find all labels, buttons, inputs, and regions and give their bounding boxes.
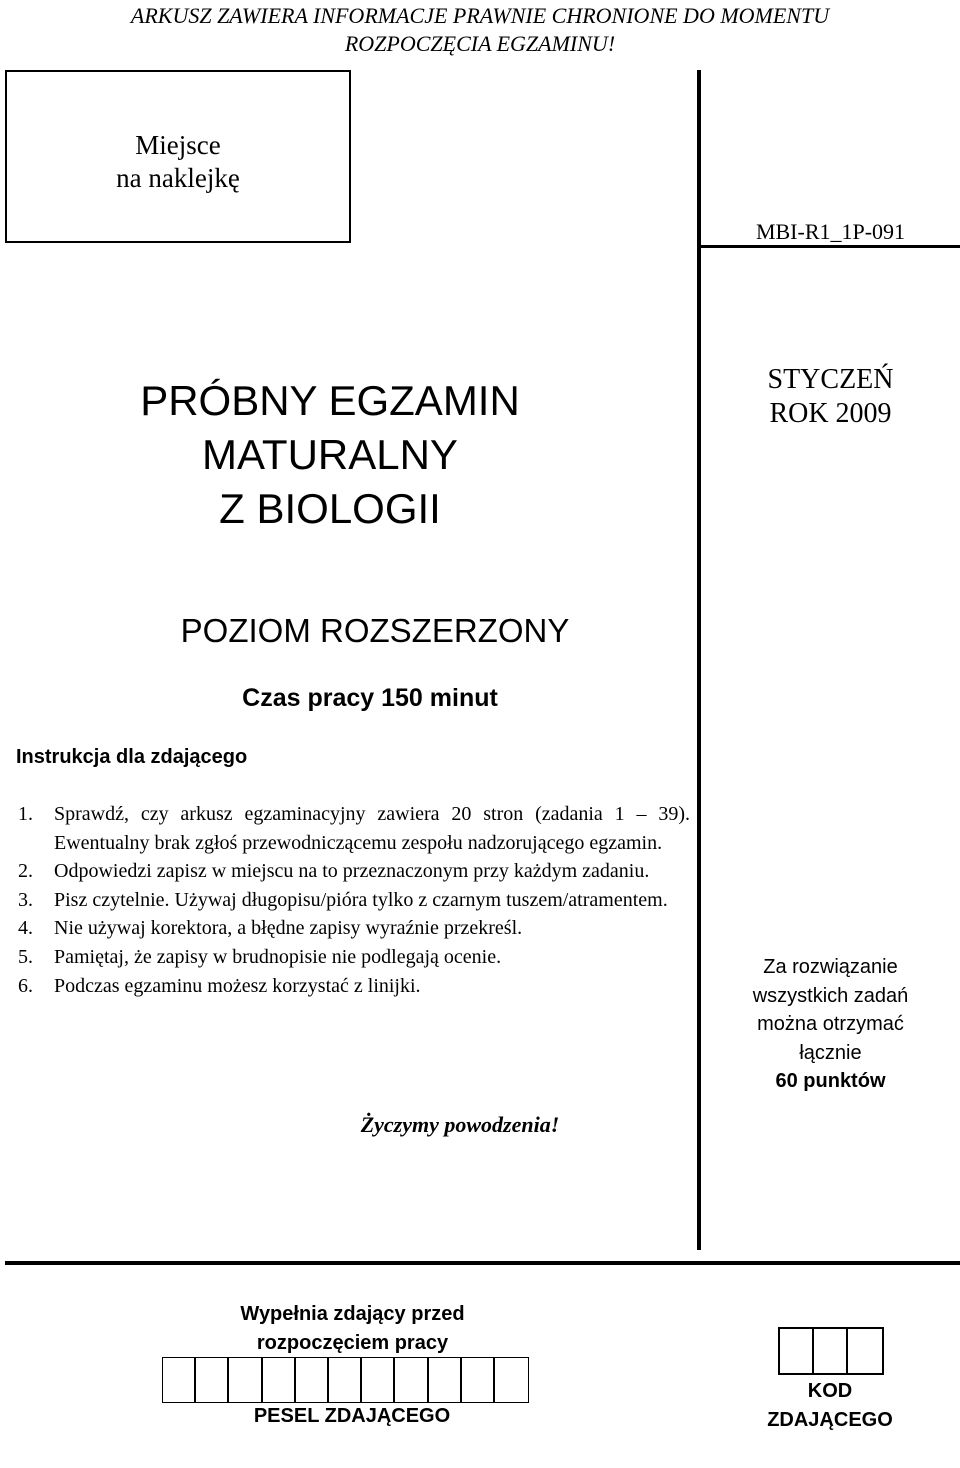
instruction-text: Pisz czytelnie. Używaj długopisu/pióra tylko z czarnym tuszem/atramentem. [54,888,668,911]
instruction-item [18,800,690,857]
title-line3: Z BIOLOGII [219,485,441,532]
instruction-item [18,857,690,886]
kod-digit-cell[interactable] [848,1329,882,1373]
instructions-list [18,800,690,1000]
points-info [701,953,960,1096]
instruction-item [18,886,690,915]
instruction-text: Nie używaj korektora, a błędne zapisy wyraźnie przekreśl. [54,917,523,940]
good-luck-message: Życzymy powodzenia! [360,1112,560,1137]
pesel-input-grid[interactable] [162,1357,529,1403]
points-line3: można otrzymać [757,1013,904,1035]
instruction-number: 2. [18,860,33,883]
instruction-text: Pamiętaj, że zapisy w brudnopisie nie podlegają ocenie. [54,945,502,968]
fill-line1: Wypełnia zdający przed [240,1303,465,1325]
kod-label-line1: KOD [807,1380,853,1402]
instruction-number: 6. [18,974,33,997]
exam-date [701,363,960,431]
kod-digit-cell[interactable] [780,1329,814,1373]
pesel-digit-cell[interactable] [462,1358,495,1402]
exam-time: Czas pracy 150 minut [242,684,498,712]
legal-notice-line2: ROZPOCZĘCIA EGZAMINU! [344,31,616,56]
pesel-digit-cell[interactable] [163,1358,196,1402]
instruction-text: Odpowiedzi zapisz w miejscu na to przeznaczonym przy każdym zadaniu. [54,860,650,883]
instruction-item [18,914,690,943]
instruction-number: 5. [18,945,33,968]
instruction-text: Sprawdź, czy arkusz egzaminacyjny zawiera 20 stron (zadania 1 – 39). Ewentualny brak zgłoś przewodniczącemu zespołu nadzorującego egzamin. [54,803,690,854]
kod-label [730,1377,930,1435]
bottom-divider [5,1261,960,1265]
pesel-digit-cell[interactable] [229,1358,262,1402]
exam-title [100,374,560,536]
legal-notice [0,2,960,58]
sticker-line1: Miejsce [135,130,221,160]
points-total: 60 punktów [775,1070,886,1092]
exam-year: ROK 2009 [769,398,892,429]
code-underline [697,245,960,248]
title-line1: PRÓBNY EGZAMIN [140,377,520,424]
instruction-number: 1. [18,803,33,825]
pesel-digit-cell[interactable] [395,1358,428,1402]
legal-notice-line1: ARKUSZ ZAWIERA INFORMACJE PRAWNIE CHRONIONE DO MOMENTU [130,3,830,28]
instructions-heading: Instrukcja dla zdającego [16,746,248,768]
pesel-digit-cell[interactable] [362,1358,395,1402]
pesel-digit-cell[interactable] [495,1358,528,1402]
points-line4: łącznie [799,1041,862,1064]
pesel-digit-cell[interactable] [329,1358,362,1402]
kod-input-grid[interactable] [778,1327,884,1375]
pesel-digit-cell[interactable] [263,1358,296,1402]
sticker-placeholder [5,70,351,243]
sticker-line2: na naklejkę [116,163,240,193]
pesel-label: PESEL ZDAJĄCEGO [253,1405,451,1427]
kod-label-line2: ZDAJĄCEGO [767,1409,893,1431]
pesel-digit-cell[interactable] [296,1358,329,1402]
title-line2: MATURALNY [202,431,458,478]
fill-line2: rozpoczęciem pracy [256,1332,449,1354]
instruction-item [18,972,690,1001]
exam-month: STYCZEŃ [767,364,894,395]
instruction-item [18,943,690,972]
kod-digit-cell[interactable] [814,1329,848,1373]
instruction-number: 3. [18,888,33,911]
points-line1: Za rozwiązanie [763,956,898,978]
pesel-digit-cell[interactable] [196,1358,229,1402]
exam-code: MBI-R1_1P-091 [755,219,906,244]
exam-level: POZIOM ROZSZERZONY [180,612,570,649]
points-line2: wszystkich zadań [752,984,909,1007]
pesel-digit-cell[interactable] [429,1358,462,1402]
fill-instruction [180,1300,525,1358]
instruction-text: Podczas egzaminu możesz korzystać z linijki. [54,974,421,997]
instruction-number: 4. [18,917,33,940]
